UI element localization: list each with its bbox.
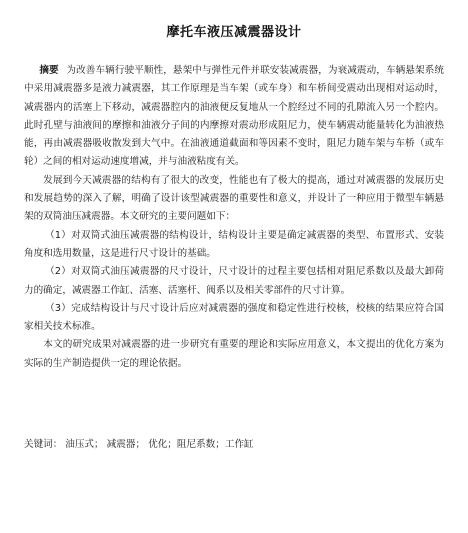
abstract-paragraph-1-text: 为改善车辆行驶平顺性，悬架中与弹性元件并联安装减震器，为衰减震动，车辆悬架系统中采用减震器多是液力减震器，其工作原理是当车架（或车身）和车桥间受震动出现相对运动时，减震器内的活塞上下移动，减震器腔内的油液便反复地从一个腔经过不同的孔隙流入另一个腔内。此时孔壁与油液间的摩擦和油液分子间的内摩擦对震动形成阻尼力，使车辆震动能量转化为油液热能，再由减震器吸收散发到大气中。在油液通道截面和等因素不变时，阻尼力随车架与车桥（或车轮）之间的相对运动速度增减，并与油液粘度有关。 [24,65,445,168]
abstract-body [24,62,444,373]
abstract-paragraph-1 [24,62,444,172]
keywords-label: 关键词： [24,439,63,450]
abstract-item-1: （1）对双筒式油压减震器的结构设计，结构设计主要是确定减震器的类型、布置形式、安装角度和选用数量，这是进行尺寸设计的基础。 [24,229,444,259]
keywords-text: 油压式； 减震器； 优化；阻尼系数；工作缸 [65,439,254,450]
document-title: 摩托车液压减震器设计 [166,25,302,40]
keywords-line [24,436,444,454]
abstract-item-2: （2）对双筒式油压减震器的尺寸设计，尺寸设计的过程主要包括相对阻尼系数以及最大卸荷力的确定，减震器工作缸、活塞、活塞杆、阀系以及相关零部件的尺寸计算。 [24,266,444,296]
abstract-label: 摘要 [39,65,59,76]
abstract-item-3: （3）完成结构设计与尺寸设计后应对减震器的强度和稳定性进行校核，校核的结果应符合国家相关技术标准。 [24,302,444,333]
abstract-paragraph-conclusion: 本文的研究成果对减震器的进一步研究有重要的理论和实际应用意义，本文提出的优化方案为实际的生产制造提供一定的理论依据。 [24,339,444,369]
abstract-paragraph-2: 发展到今天减震器的结构有了很大的改变，性能也有了极大的提高，通过对减震器的发展历史和发展趋势的深入了解，明确了设计该型减震器的重要性和意义，并设计了一种应用于微型车辆悬架的双筒油压减震器。本文研究的主要问题如下： [24,174,444,223]
